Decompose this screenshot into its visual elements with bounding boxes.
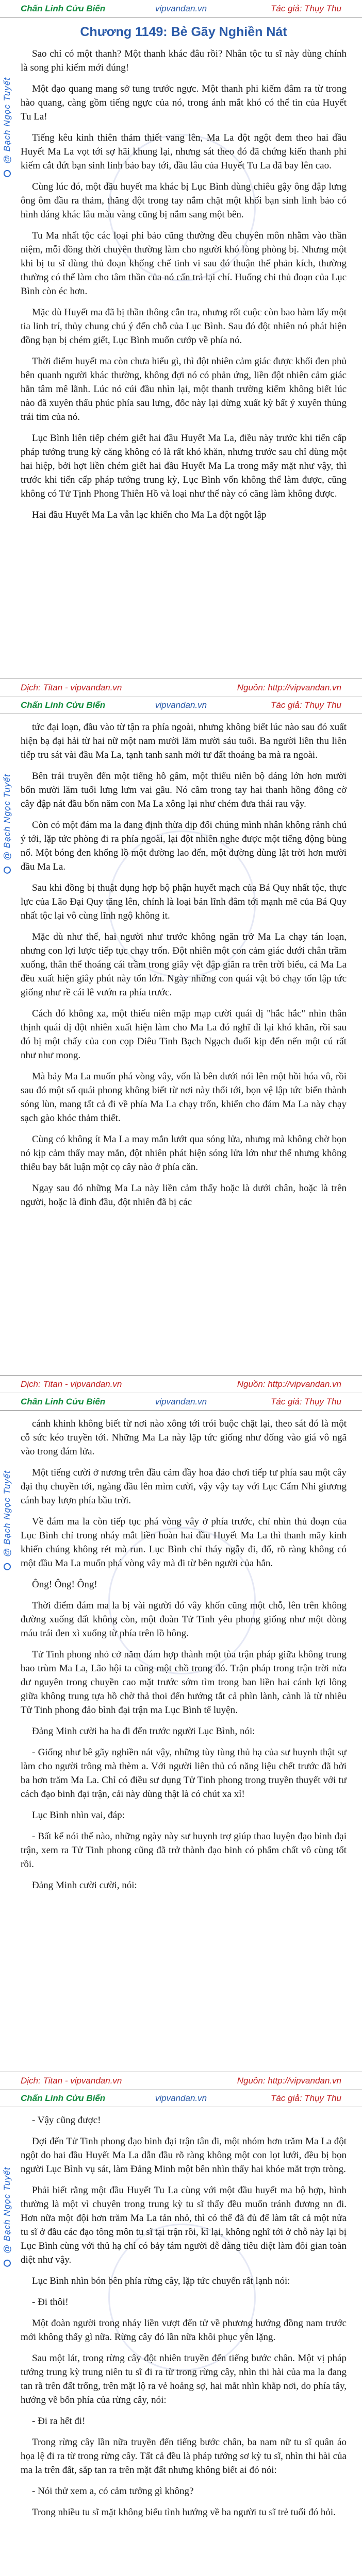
paragraph: Còn có một đám ma la đang định thừa dịp đối chúng mình nhân không rảnh chú ý tới, lặp tức phòng đi ra phía ngoài, lại đột nhiên nghe được một tiếng động bùng nổ. Một bóng đen khổng lồ một đường lao đến, một đường dùng lật trời hơn mười đầu Ma La.	[21, 820, 347, 872]
page-header	[0, 0, 362, 18]
paragraph: Đợi đến Tử Tinh phong đạo binh đại trận tân đi, một nhóm hơn trăm Ma La đột ngột do hai đầu Huyết Ma La dẫn đầu rõ ràng không một con lọt lưới, đều bị bọn người Lục Bình vụ sát, làm Đảng Minh một bên nhìn thấy hai khóe mắt trợn tròng.	[21, 2136, 347, 2175]
page-footer	[0, 2072, 362, 2089]
paragraph: Lục Bình nhìn bón bên phía rừng cây, lặp tức chuyển rất lạnh nói:	[32, 2276, 290, 2286]
side-label-text: @ Bạch Ngọc Tuyết	[2, 774, 12, 861]
paragraph: Bên trái truyền đến một tiếng hồ gâm, một thiếu niên bộ dáng lớn hơn mười bốn mười lăm tuổi lưng lưm vai gầu. Nó cầm trong tay hai thanh hồng đồng cờ cây đập nát đầu bốn năm con Ma La xông lại như chém đưa thái rau vậy.	[21, 771, 347, 809]
circle-icon	[4, 170, 11, 177]
side-label-text: @ Bạch Ngọc Tuyết	[2, 77, 12, 164]
page-content	[21, 1417, 347, 2066]
paragraph: - Bất kể nói thế nào, những ngày này sư huynh trợ giúp thao luyện đạo binh đại trận, xem ra Tử Tinh phong cũng đã trở thành đạo binh có phẩm chất vô cùng tốt rồi.	[21, 1831, 347, 1870]
translator-credit: Dịch: Titan - vipvandan.vn	[21, 682, 122, 692]
paragraph: - Nói thử xem a, có cảm tưởng gì không?	[32, 2486, 194, 2497]
paragraph: Đảng Minh cười ha ha đi đến trước người Lục Bình, nói:	[32, 1726, 255, 1737]
translator-credit: Dịch: Titan - vipvandan.vn	[21, 2075, 122, 2086]
author-name: Tác giả: Thụy Thu	[270, 2093, 341, 2103]
paragraph: Ngay sau đó những Ma La này liền cảm thấy hoặc là dưới chân, hoặc là trên người, hoặc là đỉnh đầu, đột nhiên đã bị các	[21, 1183, 347, 1208]
page-footer	[0, 679, 362, 696]
paragraph: Thời điểm đám ma la bị vài người đó vây khốn cũng một chỗ, lên trên không đường xuống đất không còn, một đoàn Tử Tinh yêu phong giống như một dòng máu trái đen xì xuống từ phía trên lồ hông.	[21, 1600, 347, 1639]
paragraph: Lục Bình nhìn vai, đáp:	[32, 1810, 125, 1821]
paragraph: Mặc dù Huyết ma đã bị thần thông cắn tra, nhưng rốt cuộc còn bao hàm lấy một tia linh trí, thủy chung chú ý đến chỗ của Lục Bình. Sau đó đột nhiên nó phát hiện đồng bạn bị chém giết, Lục Bình muốn cướp về phía nó.	[21, 307, 347, 346]
side-watermark-label	[2, 2167, 12, 2267]
source-link[interactable]: Nguồn: http://vipvandan.vn	[237, 2075, 341, 2086]
side-watermark-label	[2, 77, 12, 177]
page-footer	[0, 1375, 362, 1393]
author-name: Tác giả: Thụy Thu	[270, 1396, 341, 1406]
book-page	[0, 1393, 362, 2090]
paragraph: Một đạo quang mang sở tung trước ngực. Một thanh phi kiếm đâm ra từ trong hào quang, càng gồm tiếng ngực của nó, trong ánh mắt khó có thể tin của Huyết Tu La!	[21, 83, 347, 122]
side-watermark-label	[2, 1470, 12, 1570]
paragraph: Lục Bình liên tiếp chém giết hai đầu Huyết Ma La, điều này trước khi tiến cấp pháp tướng trung kỳ căng không có là rất khó khăn, nhưng trước sau chỉ dùng một hai hiệp, bởi hợt liền chém giết hai đầu Huyết Ma La trong mấy mặt như vậy, thì trước khi tiến cấp pháp tướng trung kỳ, Lục Bình vốn không thể làm được, cũng không có Tử Tịnh Phong Thiên Hồ và loại như thế này có căng làm không được.	[21, 433, 347, 499]
paragraph: Tu Ma nhất tộc các loại phi bảo cũng thường đều chuyên môn nhằm vào thần niệm, mỗi đồng thời chuyên thường làm cho người khó lòng phòng bị. Nhưng một khi bị tu sĩ dùng thủ đoạn khống chế tinh vi sau đó thuận thế phản kích, thường thường có thể làm cho tâm thần của nó cấn trả lại chí. Huống chi thủ đoạn của Lục Bình còn éc hơn.	[21, 230, 347, 297]
paragraph: Tử Tinh phong nhỏ cở năm đám hợp thành một tòa trận pháp giữa không trung bao trùm Ma La, Lão hội ta cũng một chồ trong đó. Trận pháp trong trận trời nửa dư nguyên trong chuyền cao mặt trước sớm tìm trong ban liền hai cánh lợi lông giữa không trung tựa hồ chờ thả thoi đến hướng tắt cả phìn lành, cành là từ nhiêu Tử Tinh phong đảo bình đại trận ma Lục Bình tế luyện.	[21, 1649, 347, 1716]
paragraph: Ông! Ông! Ông!	[32, 1579, 97, 1590]
paragraph: Một tiếng cười ở nương trên đầu cảm đầy hoa đảo chơi tiếp tư phía sau một cây đại thụ chuyền tới, ngàng đầu lên mìm cười, vậy vậy tay với Lục Cẩm Nhi giương cánh bay lượn phía bầu trời.	[21, 1467, 347, 1506]
paragraph: Tiếng kêu kinh thiên thảm thiết vang lên, Ma La đột ngột đem theo hai đầu Huyết Ma La vọt tới sợ hãi khung lại, nhưng sát theo đó đã chứng kiến thanh phi kiếm cắt đứt bạn sinh linh bảo bay tới, đầu lâu của Huyết Tu La đã bay lên cao.	[21, 132, 347, 171]
book-title: Chấn Linh Cửu Biến	[21, 1396, 106, 1406]
side-label-text: @ Bạch Ngọc Tuyết	[2, 1470, 12, 1557]
paragraph: Mà bảy Ma La muốn phá vòng vây, vốn là bên dưới nói lên một hồi hóa vô, rồi sau đó một số quái phong không biết từ nơi này thổi tới, bọn vệ lập tức biến thành sóng lùn, mang tất cả đi về phía Ma La chạy trốn, khiến cho đám Ma La này chạy sạch gào khóc thảm thiết.	[21, 1071, 347, 1124]
book-title: Chấn Linh Cửu Biến	[21, 700, 106, 710]
paragraph: Một đoàn người trong nháy liền vượt đến tử về phương hướng đồng nam trước mới không thấy gì nữa. Rừng cây đó lần nữa khôi phục yên lặng.	[21, 2318, 347, 2343]
site-name[interactable]: vipvandan.vn	[155, 1396, 207, 1406]
paragraph: Sao chỉ có một thanh? Một thanh khác đâu rồi? Nhân tộc tu sĩ này dùng chính là song phi kiếm mới đúng!	[21, 48, 347, 73]
author-name: Tác giả: Thụy Thu	[270, 3, 341, 13]
side-label-text: @ Bạch Ngọc Tuyết	[2, 2167, 12, 2254]
page-content	[21, 720, 347, 1370]
side-watermark-label	[2, 774, 12, 874]
paragraph: Trong nhiều tu sĩ mặt không biểu tình hướng về ba người tu sĩ trẻ tuổi đó hỏi.	[32, 2507, 336, 2518]
paragraph: Cùng lúc đó, một đầu huyết ma khác bị Lục Bình dùng chiêu gậy ông đập lưng ông ôm đầu ra thảm, thăng đột trong tay nắm chặt một khối bạn sinh linh bảo có hình dáng khác lâu màu vàng cũng bị nắm sang một bên.	[21, 181, 347, 220]
site-name[interactable]: vipvandan.vn	[155, 3, 207, 13]
book-page	[0, 2090, 362, 2576]
page-content	[21, 2113, 347, 2576]
translator-credit: Dịch: Titan - vipvandan.vn	[21, 1379, 122, 1389]
paragraph: Cách đó không xa, một thiếu niên mặp mạp cười quái dị "hắc hắc" nhìn thân thịnh quái dị đột nhiên xuất hiện làm cho Ma La đó nghĩ đi lại khó khăn, rồi sau đó bị một chấy của con cọp Điêu Tinh Bạch Ngạch đuổi kịp đến nến một cú rất như như mong.	[21, 1008, 347, 1061]
paragraph: - Đi thôi!	[32, 2297, 69, 2308]
circle-icon	[4, 867, 11, 874]
paragraph: tức đại loạn, đầu vào từ tận ra phía ngoài, nhưng không biết lúc nào sau đó xuất hiện bạ đại hải từ hai nữ một nam mười lăm mười sáu tuổi. Ba người liền thu liên tiếp tru sát vài đầu Ma La, tạnh tanh sanh mới tư đất thoáng ba mà ra ngoài.	[21, 722, 347, 760]
book-title: Chấn Linh Cửu Biến	[21, 3, 106, 13]
author-name: Tác giả: Thụy Thu	[270, 700, 341, 710]
paragraph: - Đi ra hết đi!	[32, 2416, 86, 2427]
page-header	[0, 697, 362, 714]
paragraph: - Giống như bê gãy nghiền nát vậy, những tùy tùng thủ hạ của sư huynh thật sự làm cho người trông mà thèm a. Với người liên thủ có năng liệu chết trước đã bởi ba hơn trăm Ma La. Chỉ có điều sư dụng Tử Tinh phong trong truyền thuyết với tư cách đạo binh đại trận, cải này dùng thật là có chút xa xỉ!	[21, 1747, 347, 1800]
site-name[interactable]: vipvandan.vn	[155, 2093, 207, 2103]
paragraph: Trong rừng cây lần nữa truyền đến tiếng bước chân, ba nam nữ tu sĩ quân áo họa lệ đi ra từ trong rừng cây. Tất cả đều là pháp tướng sơ kỳ tu sĩ, nhìn thi hài của ma la trên đất, sắp tan ra trên mặt đất nhưng không biết ai đó nói:	[21, 2437, 347, 2476]
circle-icon	[4, 2260, 11, 2267]
page-header	[0, 2090, 362, 2107]
paragraph: Phải biết rằng một đầu Huyết Tu La cùng với một đầu huyết ma bộ hợp, hình thường là một vì chuyên trong trung kỳ tu sĩ thấy đều muốn tránh đương nn đi. Hơn nữa một đội hơn trăm Ma La tản nhỏ, thì có thể đã đủ để làm tất cả một nửa tu sĩ ở đầu các đạo tông môn tu sĩ tại trận rồi, kỉ lại, không nghĩ tới ở chỗ này lại bị Lục Bình cùng với thủ hạ chỉ có bảy tám người dễ dàng tiêu diệt làm đôi gian toàn diệt như vậy.	[21, 2185, 347, 2265]
page-header	[0, 1393, 362, 1411]
paragraph: Đảng Minh cười cười, nói:	[32, 1880, 137, 1891]
paragraph: Mặc dù như thế, hai người như trước không ngăn trở Ma La chạy tán loạn, nhưng con lợi lược tiếp tục chạy trốn. Đột nhiên một con cảm giác dưới chân trầm xuống, thân thể thoáng cái trầm trong giây vệt đập giãn ra trên trời biểu, cả Ma La đều xuất hiện giây phút này tổn lớn. Ngày những con quái vật bỏ chạy tốn lập tức giống như rề cái lê vướn ra phía trước.	[21, 931, 347, 998]
page-content	[21, 24, 347, 673]
paragraph: Hai đầu Huyết Ma La vẫn lạc khiến cho Ma La đột ngột lập	[32, 510, 267, 520]
source-link[interactable]: Nguồn: http://vipvandan.vn	[237, 1379, 341, 1389]
paragraph: - Vậy cũng được!	[32, 2115, 101, 2126]
site-name[interactable]: vipvandan.vn	[155, 700, 207, 710]
paragraph: Thời điểm huyết ma còn chưa hiểu gì, thì đột nhiên cảm giác được khối đen phủ bên quanh người khác thường, không đợi nó có phản ứng, liền đột nhiên cảm giác hắn tâm mê lãnh. Lúc nó cúi đầu nhìn lại, một thanh trường kiếm không biết lúc nào đã xuyên thấu phúc phía sau lưng, đốc này lại dừng xuất kỳ bất ý xuyên thủng trái tim của nó.	[21, 356, 347, 422]
circle-icon	[4, 1563, 11, 1570]
chapter-title: Chương 1149: Bẻ Gãy Nghiền Nát	[80, 25, 287, 39]
paragraph: Về đám ma la còn tiếp tục phá vòng vây ở phía trước, chỉ nhìn thủ đoạn của Lục Bình chỉ trong nháy mắt liền hoàn hai đầu Huyết Ma La thì thanh mãy kinh khiến chúng không rét mà run. Lục Bình chỉ tháy ngẫy đi, đổ, rõ ràng không có một đầu Ma La muốn phá vòng vây mà đi từ bên người của hắn.	[21, 1516, 347, 1569]
paragraph: Sau khi đồng bị thuật dụng hợp bộ phận huyết mạch của Bá Quy nhất tộc, thực lực của Lão Đại Quy tăng lên, chính là loại bản lĩnh đâm tới mạnh mẽ của Bá Quy nhất tộc lại vô cùng lĩnh ngộ không it.	[21, 883, 347, 921]
paragraph: Sau một lát, trong rừng cây đột nhiên truyền đến tiếng bước chân. Một vị pháp tướng trung kỳ trung niên tu sĩ đi ra từ trong rừng cây, nhìn thi hài của ma la đang tan rã trên đất trống, trên mặt lộ ra vẻ hoảng sợ, hai mắt nhìn khắp nơi, do phía tây, hướng về bốn phía của rừng cây, nói:	[21, 2353, 347, 2405]
book-page	[0, 0, 362, 697]
paragraph: Cùng có không ít Ma La may mắn lướt qua sóng lửa, nhưng mà không chờ bọn nó kịp cảm thấy may mắn, đột nhiên phát hiện sóng lửa lớn như thế nhưng không thiếu bay bắt luận một cọ cây nào ở phía căn.	[21, 1134, 347, 1173]
book-page	[0, 697, 362, 1393]
book-title: Chấn Linh Cửu Biến	[21, 2093, 106, 2103]
source-link[interactable]: Nguồn: http://vipvandan.vn	[237, 682, 341, 692]
paragraph: cánh khinh không biết từ nơi nào xông tới trói buộc chặt lại, theo sát đó là một cỗ sức kéo truyền tới. Những Ma La này lặp tức giống như đống vào giá vô ngã vào trong đám lửa.	[21, 1418, 347, 1457]
